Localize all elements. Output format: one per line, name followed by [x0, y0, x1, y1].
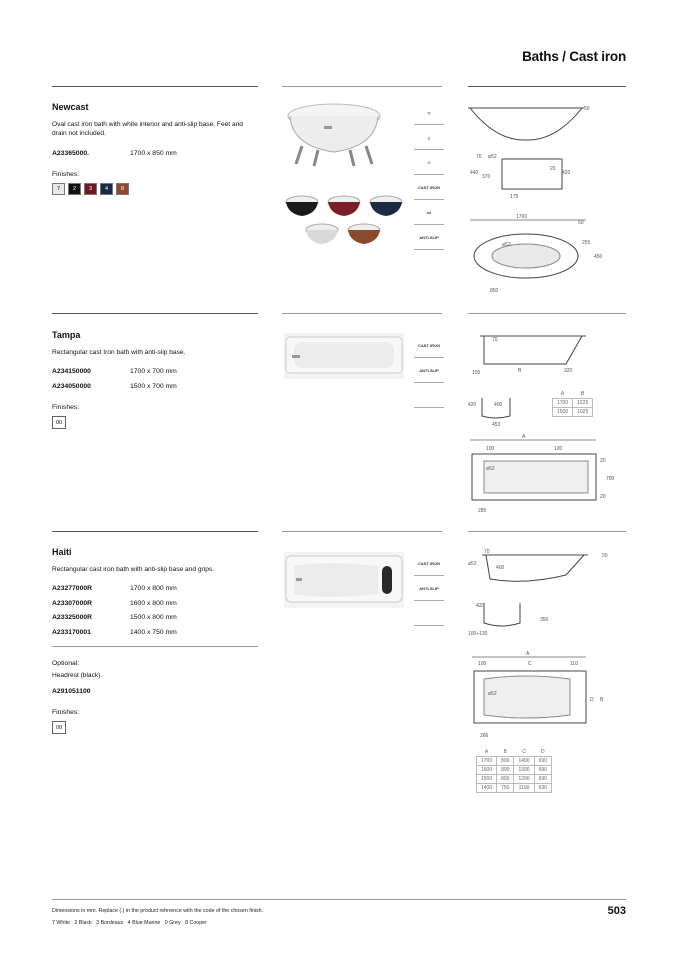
finish-swatch-bordeaux: 3: [84, 183, 97, 195]
product-newcast: [52, 102, 258, 195]
color-variant-grey: [306, 224, 338, 244]
footer-note: Dimensions in mm. Replace (.) in the product reference with the code of the chosen finish.: [52, 908, 264, 914]
optional-description: Headrest (black).: [52, 672, 103, 680]
table-cell: 690: [534, 757, 551, 766]
table-cell: 690: [534, 775, 551, 784]
cast-iron-icon: CAST IRON: [414, 175, 444, 200]
ref-row: [52, 147, 258, 162]
table-header: B: [503, 749, 507, 755]
dim-label: ø52: [488, 154, 497, 160]
dim-label: 70: [476, 154, 482, 160]
dim-label: 700: [606, 476, 615, 482]
dim-label: 20: [600, 494, 606, 500]
dim-label: A: [526, 651, 530, 657]
table-cell: 800: [497, 775, 514, 784]
color-variant-black: [286, 196, 318, 216]
cast-iron-icon: CAST IRON: [414, 333, 444, 358]
anti-slip-icon: ANTI-SLIP: [414, 576, 444, 601]
dim-label: B: [518, 368, 522, 374]
dim-label: 400: [494, 402, 503, 408]
dim-label: 420: [562, 170, 571, 176]
table-cell: 1290: [514, 775, 534, 784]
cast-iron-icon: CAST IRON: [414, 551, 444, 576]
dim-label: 255: [582, 240, 591, 246]
ref-row: [52, 380, 258, 395]
table-cell: 690: [534, 766, 551, 775]
product-tampa: [52, 330, 258, 429]
ref-code: A23365000.: [52, 149, 90, 157]
table-header: B: [581, 391, 585, 397]
dim-label: C: [528, 661, 532, 667]
section-rule: [282, 313, 442, 314]
ref-row: [52, 611, 258, 626]
footer-rule: [52, 899, 626, 900]
ref-code: A233170001: [52, 628, 91, 636]
product-haiti: [52, 547, 258, 734]
finish-box: 00: [52, 416, 66, 429]
ref-code: A234050000: [52, 382, 91, 390]
section-rule: [52, 86, 258, 87]
dim-label: 285: [478, 508, 487, 514]
finish-swatches: [52, 183, 258, 195]
finishes-label: Finishes:: [52, 171, 80, 179]
page-title: Baths / Cast iron: [522, 49, 626, 64]
finish-box: 00: [52, 721, 66, 734]
product-photo-haiti: [284, 552, 404, 608]
table-header: C: [522, 749, 526, 755]
ref-row: [52, 626, 258, 641]
technical-drawing-tampa: [466, 328, 628, 518]
table-cell: 1390: [514, 766, 534, 775]
ref-row: [52, 597, 258, 612]
product-photo-tampa: [284, 333, 404, 379]
ref-code: A23325000R: [52, 614, 93, 622]
dim-label: 100÷130: [468, 631, 488, 637]
table-cell: 750: [497, 784, 514, 793]
product-name: Tampa: [52, 330, 81, 340]
dim-label: 420: [468, 402, 477, 408]
blank-icon-slot: [414, 383, 444, 408]
color-variant-blue: [370, 196, 402, 216]
section-rule: [52, 313, 258, 314]
finishes-label: Finishes:: [52, 404, 80, 412]
dim-label: 1700: [516, 214, 528, 220]
feature-icons-tampa: [414, 333, 444, 408]
optional-rule: [52, 646, 258, 647]
dim-label: A: [522, 434, 526, 440]
table-cell: 800: [497, 757, 514, 766]
dim-label: 850: [490, 288, 499, 294]
header-rule: [468, 86, 626, 87]
table-cell: 1500: [477, 775, 497, 784]
bath-drain-icon: ╥: [414, 125, 444, 150]
section-rule: [282, 531, 442, 532]
table-cell: 1700: [553, 399, 573, 408]
ref-row: [52, 365, 258, 380]
dim-label: 453: [492, 422, 501, 428]
bath-tap-icon: ╤: [414, 100, 444, 125]
table-row: [553, 399, 593, 408]
feature-icons-newcast: [414, 100, 444, 250]
table-cell: 1500: [553, 408, 573, 417]
dim-label: 320: [564, 368, 573, 374]
dim-label: 450: [594, 254, 603, 260]
table-row: [477, 757, 552, 766]
dim-label: D: [590, 697, 594, 703]
table-cell: 1225: [573, 399, 593, 408]
ref-row: [52, 685, 258, 700]
dim-label: 70: [492, 337, 498, 343]
finish-swatch-black: 2: [68, 183, 81, 195]
table-row: [477, 784, 552, 793]
table-header: A: [484, 749, 489, 755]
dimension-table-haiti: [476, 748, 552, 793]
ref-code: A23277000R: [52, 585, 93, 593]
dim-label: 420: [476, 603, 485, 609]
dim-label: ø52: [502, 242, 511, 248]
table-cell: 1700: [477, 757, 497, 766]
dim-label: 130: [554, 446, 563, 452]
table-cell: 800: [497, 766, 514, 775]
blank-icon-slot: [414, 601, 444, 626]
table-cell: 1190: [514, 784, 534, 793]
bath-mixer-icon: ╧: [414, 150, 444, 175]
dim-label: ø52: [468, 561, 477, 567]
feature-icons-haiti: [414, 551, 444, 626]
dim-label: 70: [484, 549, 490, 555]
finishes-label: Finishes:: [52, 709, 80, 717]
dim-label: 50: [584, 106, 590, 112]
dim-label: 20: [600, 458, 606, 464]
product-name: Haiti: [52, 547, 72, 557]
optional-code: A291051100: [52, 687, 91, 695]
ref-size: 1500 x 700 mm: [130, 382, 177, 390]
ref-row: [52, 582, 258, 597]
ref-size: 1700 x 850 mm: [130, 149, 177, 157]
anti-slip-icon: ANTI-SLIP: [414, 358, 444, 383]
finish-legend: 7 White 2 Black 3 Bordeaux 4 Blue Marine 0 Grey 8 Cooper: [52, 920, 207, 926]
dim-label: 400: [496, 565, 505, 571]
table-cell: 1025: [573, 408, 593, 417]
anti-slip-icon: ANTI-SLIP: [414, 225, 444, 250]
color-variant-bordeaux: [328, 196, 360, 216]
finish-swatch-cooper: 8: [116, 183, 129, 195]
ref-size: 1700 x 700 mm: [130, 368, 177, 376]
product-description: Rectangular cast iron bath with anti-slip base and grips.: [52, 566, 215, 573]
finish-swatch-white: 7: [52, 183, 65, 195]
section-rule: [468, 313, 626, 314]
ref-size: 1400 x 750 mm: [130, 628, 177, 636]
dim-label: 155: [472, 370, 481, 376]
section-rule: [52, 531, 258, 532]
person-capacity-icon: x2: [414, 200, 444, 225]
table-header: A: [560, 391, 565, 397]
dim-label: ø52: [486, 466, 495, 472]
ref-code: A23307000R: [52, 599, 93, 607]
dim-label: 175: [510, 194, 519, 200]
table-cell: 1490: [514, 757, 534, 766]
dim-label: ø52: [488, 691, 497, 697]
dim-label: 100: [478, 661, 487, 667]
section-rule: [282, 86, 442, 87]
table-header: D: [540, 749, 545, 755]
technical-drawing-haiti: [466, 545, 628, 747]
dim-label: 20: [602, 553, 608, 559]
table-row: [553, 408, 593, 417]
product-name: Newcast: [52, 102, 89, 112]
dim-label: 100: [486, 446, 495, 452]
optional-label: Optional:: [52, 660, 80, 668]
technical-drawing-newcast: [466, 96, 628, 298]
ref-size: 1700 x 800 mm: [130, 585, 177, 593]
dimension-table-tampa: [552, 390, 593, 417]
dim-label: 370: [482, 174, 491, 180]
section-rule: [468, 531, 626, 532]
table-cell: 630: [534, 784, 551, 793]
finish-swatch-blue-marine: 4: [100, 183, 113, 195]
ref-size: 1600 x 800 mm: [130, 599, 177, 607]
dim-label: 350: [540, 617, 549, 623]
dim-label: 20: [550, 166, 556, 172]
product-photo-newcast: [282, 96, 408, 248]
table-cell: 1600: [477, 766, 497, 775]
color-variant-cooper: [348, 224, 380, 244]
dim-label: B: [600, 697, 604, 703]
table-cell: 1400: [477, 784, 497, 793]
ref-code: A234150000: [52, 368, 91, 376]
product-description: Rectangular cast Iron bath with anti-slip base.: [52, 349, 186, 356]
dim-label: 110: [570, 661, 578, 667]
dim-label: 266: [480, 733, 489, 739]
product-description: Oval cast iron bath with white interior and anti-slip base. Feet and drain not included.: [52, 121, 243, 138]
ref-size: 1500 x 800 mm: [130, 614, 177, 622]
page-number: 503: [607, 905, 626, 917]
table-row: [477, 766, 552, 775]
dim-label: 50: [578, 220, 584, 226]
dim-label: 440: [470, 170, 479, 176]
table-row: [477, 775, 552, 784]
